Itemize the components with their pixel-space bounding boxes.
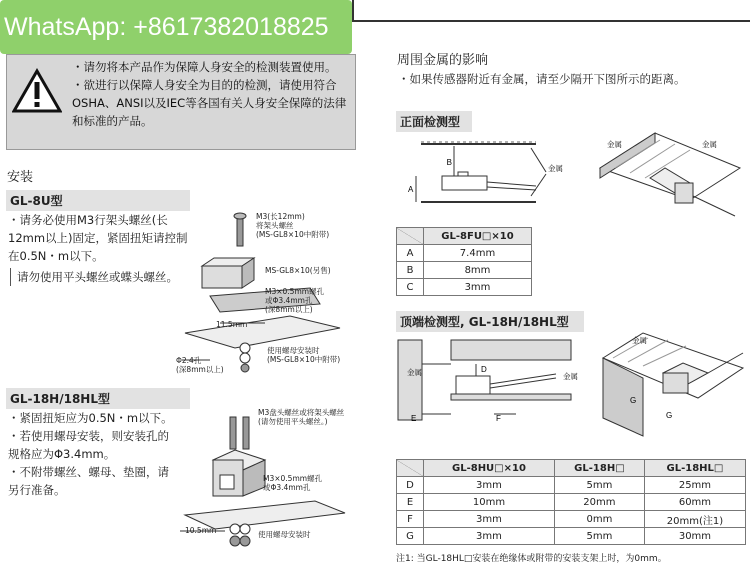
gl8u-note: 请勿使用平头螺丝或蝶头螺丝。: [10, 268, 189, 286]
gl18h-item: ・不附带螺丝、螺母、垫圈，请另行准备。: [8, 465, 169, 497]
svg-text:E: E: [411, 414, 417, 423]
top-detect-3d-diagram: [598, 318, 748, 440]
warning-triangle-icon: [12, 68, 62, 114]
header-rule: [352, 20, 750, 22]
svg-text:A: A: [408, 185, 414, 194]
gl18h-item: ・若使用螺母安装，则安装孔的规格应为Φ3.4mm。: [8, 429, 169, 461]
metal-desc: ・如果传感器附近有金属，请至少隔开下图所示的距离。: [398, 72, 686, 86]
top-detect-heading: 顶端检测型, GL-18H/18HL型: [396, 311, 584, 332]
gl18h-hole-label: M3×0.5mm螺孔 或Φ3.4mm孔: [263, 474, 323, 492]
table-row: G 3mm 5mm 30mm: [397, 528, 746, 545]
front-detect-side-diagram: [396, 132, 556, 212]
gl8u-text: ・请务必使用M3行架头螺丝(长12mm以上)固定，紧固扭矩请控制在0.5N・m以下。: [8, 213, 188, 263]
svg-text:D: D: [481, 365, 487, 374]
header-divider: [352, 0, 354, 22]
table-header: GL-18HL□: [644, 460, 745, 477]
table-row: F 3mm 0mm 20mm(注1): [397, 511, 746, 528]
top-detect-table: [396, 459, 746, 545]
gl8u-nut-label: 使用螺母安装时 (MS-GL8×10中附带): [267, 346, 341, 364]
table-row: E 10mm 20mm 60mm: [397, 494, 746, 511]
front-3d-metal-label-left: 金属: [607, 140, 622, 149]
svg-text:G: G: [666, 411, 673, 420]
front-3d-metal-label-right: 金属: [702, 140, 717, 149]
whatsapp-contact-badge: WhatsApp: +8617382018825: [0, 0, 352, 54]
gl18h-screw-label: M3盘头螺丝或将架头螺丝 (请勿使用平头螺丝。): [258, 408, 345, 426]
warning-item: ・请勿将本产品作为保障人身安全的检测装置使用。: [72, 60, 337, 74]
metal-title: 周围金属的影响: [397, 53, 489, 68]
gl8u-heading: GL-8U型: [6, 190, 190, 211]
gl18h-text: [8, 409, 176, 499]
warning-item: ・欲进行以保障人身安全为目的的检测，请使用符合OSHA、ANSI以及IEC等各国有关人身安全保障的法律和标准的产品。: [72, 78, 347, 128]
front-metal-label: 金属: [548, 164, 563, 173]
table-row: B 8mm: [397, 262, 532, 279]
gl18h-item: ・紧固扭矩应为0.5N・m以下。: [8, 411, 173, 425]
table-header: GL-8HU□×10: [424, 460, 555, 477]
front-detect-heading: 正面检测型: [396, 111, 472, 132]
table-header: GL-8FU□×10: [424, 228, 532, 245]
warning-text: [72, 58, 356, 130]
table-row: A 7.4mm: [397, 245, 532, 262]
top-metal-label-right: 金属: [563, 372, 578, 381]
table-header: GL-18H□: [554, 460, 644, 477]
table-corner: [397, 460, 424, 477]
gl8u-bracket-label: MS-GL8×10(另售): [265, 266, 331, 275]
front-detect-table: [396, 227, 532, 296]
top-detect-side-diagram: [396, 334, 586, 429]
gl18h-heading: GL-18H/18HL型: [6, 388, 190, 409]
gl8u-hole-label: M3×0.5mm螺孔 或Φ3.4mm孔 (深8mm以上): [265, 287, 325, 314]
top-3d-metal-label: 金属: [632, 336, 647, 345]
svg-text:G: G: [630, 396, 637, 405]
table-row: D 3mm 5mm 25mm: [397, 477, 746, 494]
gl8u-screw-label: M3(长12mm) 将架头螺丝 (MS-GL8×10中附带): [256, 212, 330, 239]
svg-text:B: B: [446, 158, 452, 167]
top-detect-footnote: 注1: 当GL-18HL□安装在绝缘体或附带的安装支架上时，为0mm。: [396, 554, 667, 564]
gl8u-dim-label: 11.5mm: [216, 320, 248, 329]
table-row: C 3mm: [397, 279, 532, 296]
table-corner: [397, 228, 424, 245]
gl8u-hole-dim-label: Φ2.4孔 (深8mm以上): [176, 356, 224, 374]
top-metal-label-left: 金属: [407, 368, 422, 377]
svg-text:F: F: [496, 414, 501, 423]
gl18h-dim-label: 10.5mm: [185, 526, 217, 535]
gl18h-nut-label: 使用螺母安装时: [258, 530, 311, 539]
install-title: 安装: [7, 170, 34, 185]
